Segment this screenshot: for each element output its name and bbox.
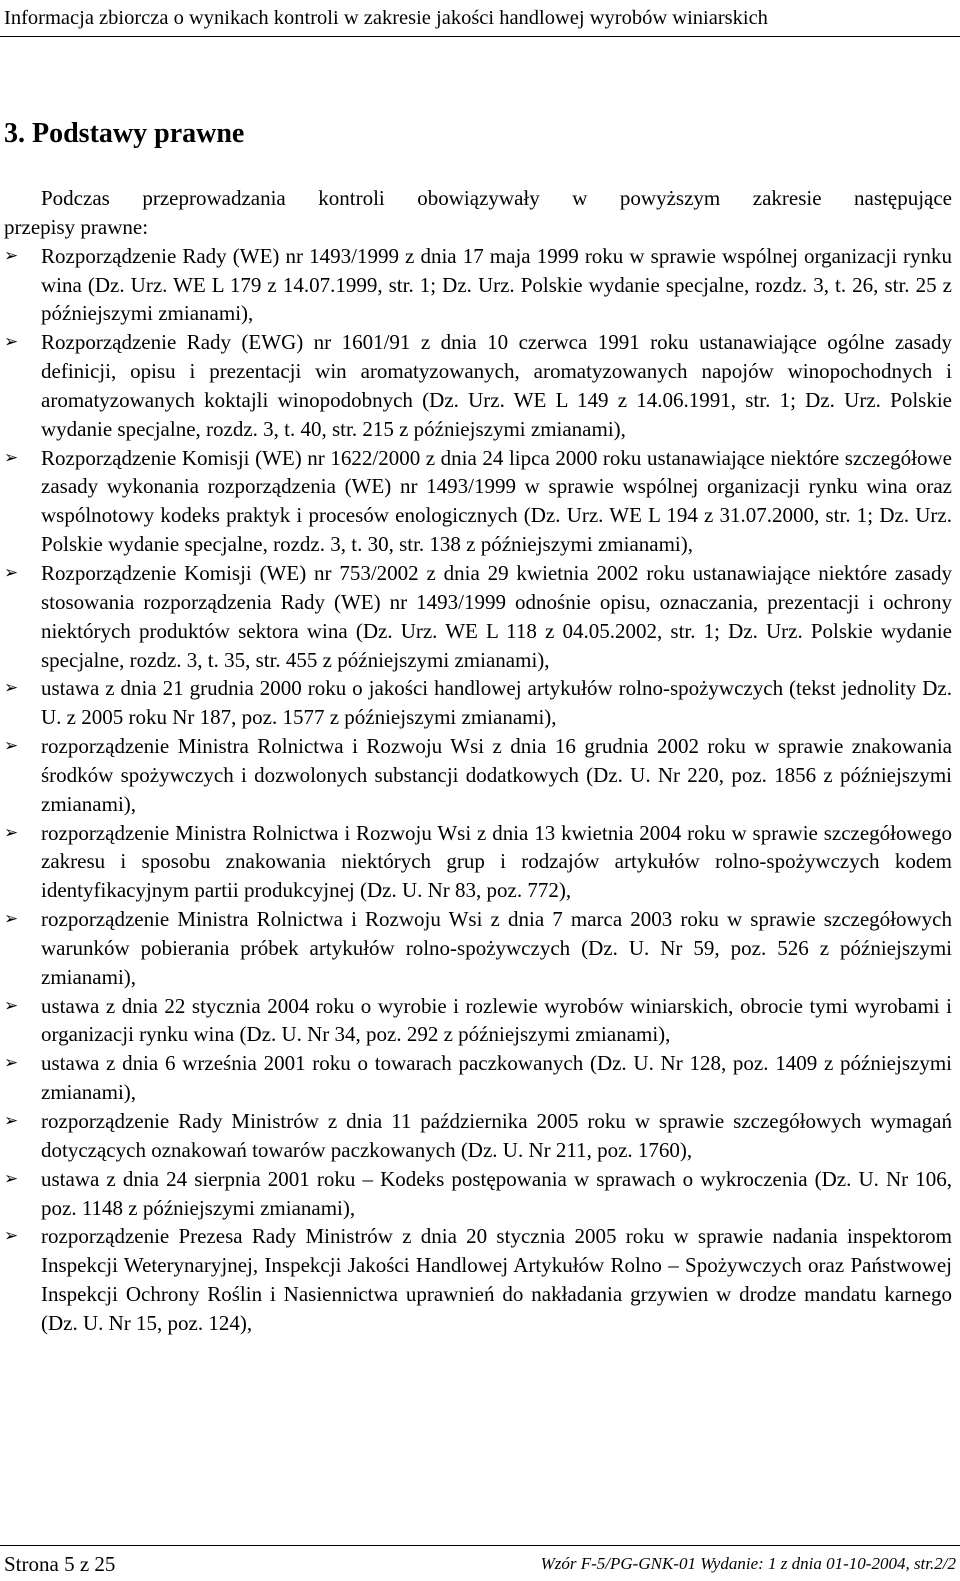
list-item-text: rozporządzenie Ministra Rolnictwa i Rozwoju Wsi z dnia 7 marca 2003 roku w sprawie szczegółowych warunków pobierania próbek artykułów rolno-spożywczych (Dz. U. Nr 59, poz. 526 z późniejszymi zmianami), <box>41 907 952 989</box>
intro-line-1: Podczas przeprowadzania kontroli obowiązywały w powyższym zakresie następujące <box>41 186 952 210</box>
arrowhead-bullet-icon: ➢ <box>4 447 19 468</box>
header-divider <box>0 36 960 37</box>
intro-paragraph <box>4 184 952 242</box>
list-item-text: rozporządzenie Rady Ministrów z dnia 11 października 2005 roku w sprawie szczegółowych wymagań dotyczących oznakowań towarów paczkowanych (Dz. U. Nr 211, poz. 1760), <box>41 1109 952 1162</box>
arrowhead-bullet-icon: ➢ <box>4 736 19 757</box>
arrowhead-bullet-icon: ➢ <box>4 1168 19 1189</box>
list-item-text: Rozporządzenie Rady (EWG) nr 1601/91 z dnia 10 czerwca 1991 roku ustanawiające ogólne zasady definicji, opisu i prezentacji win aromatyzowanych, aromatyzowanych napojów winopochodnych i aromatyzowanych koktajli winopodobnych (Dz. Urz. WE L 149 z 14.06.1991, str. 1; Dz. Urz. Polskie wydanie specjalne, rozdz. 3, t. 40, str. 215 z późniejszymi zmianami), <box>41 330 952 441</box>
list-item-text: ustawa z dnia 22 stycznia 2004 roku o wyrobie i rozlewie wyrobów winiarskich, obrocie tymi wyrobami i organizacji rynku wina (Dz. U. Nr 34, poz. 292 z późniejszymi zmianami), <box>41 993 952 1047</box>
document-header: Informacja zbiorcza o wynikach kontroli w zakresie jakości handlowej wyrobów winiarskich <box>4 7 768 29</box>
list-item <box>4 559 952 674</box>
arrowhead-bullet-icon: ➢ <box>4 332 19 353</box>
list-item <box>4 1165 952 1223</box>
list-item <box>4 1107 952 1165</box>
list-item-text: ustawa z dnia 6 września 2001 roku o towarach paczkowanych (Dz. U. Nr 128, poz. 1409 z późniejszymi zmianami), <box>41 1051 952 1105</box>
list-item <box>4 328 952 443</box>
arrowhead-bullet-icon: ➢ <box>4 995 19 1016</box>
arrowhead-bullet-icon: ➢ <box>4 1226 19 1247</box>
form-template-info: Wzór F-5/PG-GNK-01 Wydanie: 1 z dnia 01-10-2004, str.2/2 <box>540 1554 956 1573</box>
list-item-text: Rozporządzenie Komisji (WE) nr 753/2002 z dnia 29 kwietnia 2002 roku ustanawiające niektóre zasady stosowania rozporządzenia Rady (WE) nr 1493/1999 odnośnie opisu, oznaczania, prezentacji i ochrony niektórych produktów sektora wina (Dz. Urz. WE L 118 z 04.05.2002, str. 1; Dz. Urz. Polskie wydanie specjalne, rozdz. 3, t. 35, str. 455 z późniejszymi zmianami), <box>41 560 952 672</box>
list-item-text: rozporządzenie Ministra Rolnictwa i Rozwoju Wsi z dnia 13 kwietnia 2004 roku w sprawie szczegółowego zakresu i sposobu znakowania niektórych grup i rodzajów artykułów rolno-spożywczych kodem identyfikacyjnym partii produkcyjnej (Dz. U. Nr 83, poz. 772), <box>41 820 952 903</box>
legal-basis-list <box>4 242 952 1338</box>
arrowhead-bullet-icon: ➢ <box>4 678 19 699</box>
arrowhead-bullet-icon: ➢ <box>4 245 19 266</box>
list-item <box>4 1222 952 1337</box>
footer-divider <box>0 1545 960 1546</box>
list-item <box>4 242 952 329</box>
list-item <box>4 732 952 819</box>
list-item <box>4 1049 952 1107</box>
arrowhead-bullet-icon: ➢ <box>4 1111 19 1131</box>
list-item-text: rozporządzenie Ministra Rolnictwa i Rozwoju Wsi z dnia 16 grudnia 2002 roku w sprawie znakowania środków spożywczych i dozwolonych substancji dodatkowych (Dz. U. Nr 220, poz. 1856 z późniejszymi zmianami), <box>41 734 952 816</box>
list-item <box>4 674 952 732</box>
list-item <box>4 819 952 906</box>
list-item <box>4 992 952 1050</box>
section-heading: 3. Podstawy prawne <box>4 118 245 149</box>
list-item-text: ustawa z dnia 24 sierpnia 2001 roku – Kodeks postępowania w sprawach o wykroczenia (Dz. U. Nr 106, poz. 1148 z późniejszymi zmianami), <box>41 1166 952 1220</box>
arrowhead-bullet-icon: ➢ <box>4 822 19 843</box>
arrowhead-bullet-icon: ➢ <box>4 1053 19 1074</box>
document-body <box>4 184 952 1338</box>
list-item <box>4 444 952 559</box>
arrowhead-bullet-icon: ➢ <box>4 562 19 583</box>
list-item-text: ustawa z dnia 21 grudnia 2000 roku o jakości handlowej artykułów rolno-spożywczych (tekst jednolity Dz. U. z 2005 roku Nr 187, poz. 1577 z późniejszymi zmianami), <box>41 676 952 730</box>
list-item-text: Rozporządzenie Komisji (WE) nr 1622/2000 z dnia 24 lipca 2000 roku ustanawiające niektóre szczegółowe zasady wykonania rozporządzenia (WE) nr 1493/1999 w sprawie wspólnej organizacji rynku wina oraz wspólnotowy kodeks praktyk i procesów enologicznych (Dz. Urz. WE L 194 z 31.07.2000, str. 1; Dz. Urz. Polskie wydanie specjalne, rozdz. 3, t. 30, str. 138 z późniejszymi zmianami), <box>41 445 952 557</box>
arrowhead-bullet-icon: ➢ <box>4 909 19 930</box>
intro-line-2: przepisy prawne: <box>4 214 149 239</box>
page-number: Strona 5 z 25 <box>4 1552 116 1576</box>
list-item <box>4 905 952 992</box>
list-item-text: Rozporządzenie Rady (WE) nr 1493/1999 z dnia 17 maja 1999 roku w sprawie wspólnej organizacji rynku wina (Dz. Urz. WE L 179 z 14.07.1999, str. 1; Dz. Urz. Polskie wydanie specjalne, rozdz. 3, t. 26, str. 25 z późniejszymi zmianami), <box>41 243 952 326</box>
list-item-text: rozporządzenie Prezesa Rady Ministrów z dnia 20 stycznia 2005 roku w sprawie nadania inspektorom Inspekcji Weterynaryjnej, Inspekcji Jakości Handlowej Artykułów Rolno – Spożywczych oraz Państwowej Inspekcji Ochrony Roślin i Nasiennictwa uprawnień do nakładania grzywien w drodze mandatu karnego (Dz. U. Nr 15, poz. 124), <box>41 1224 952 1335</box>
